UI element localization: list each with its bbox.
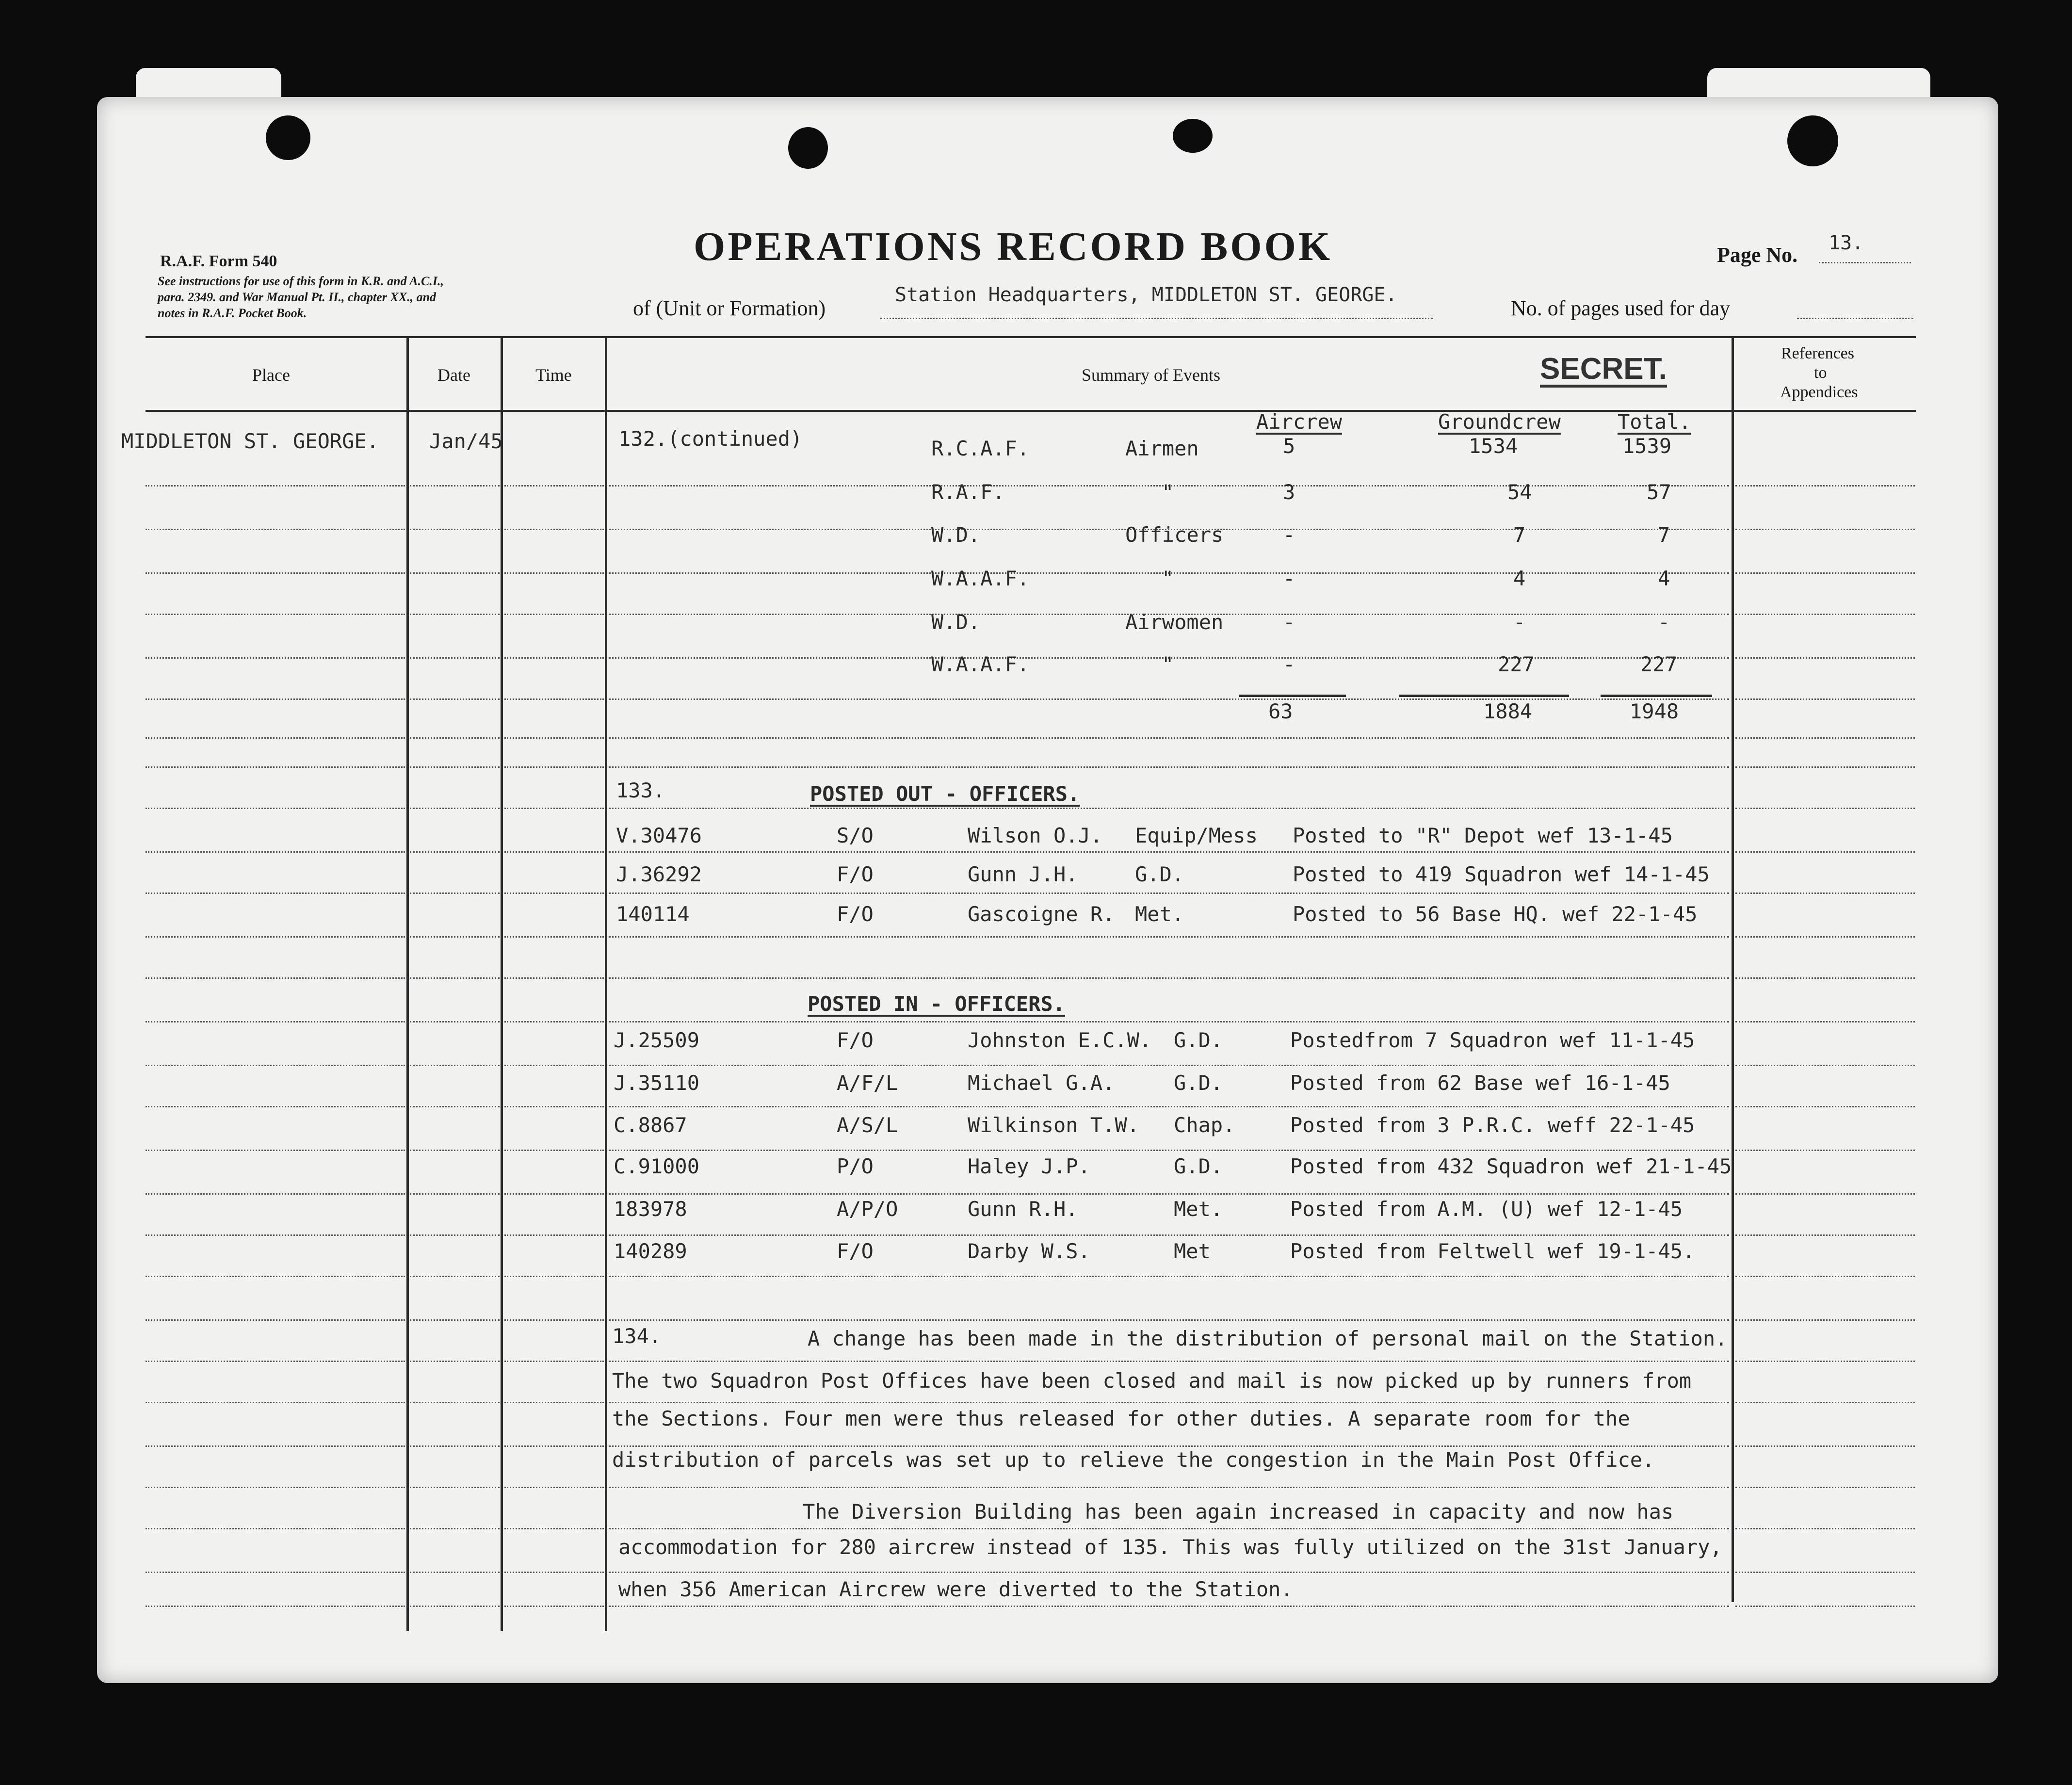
ruled-line [609, 1319, 1729, 1321]
ruled-line [504, 1150, 604, 1151]
ruled-line [146, 1319, 405, 1321]
entry-place: MIDDLETON ST. GEORGE. [121, 429, 379, 453]
ruled-line [146, 1065, 405, 1066]
strength-aircrew: - [1283, 652, 1295, 676]
ruled-line [146, 808, 405, 809]
page-no-label: Page No. [1717, 243, 1798, 267]
ruled-line [504, 851, 604, 853]
ruled-line [504, 1528, 604, 1529]
ruled-line [410, 1065, 500, 1066]
posted-in-note: Posted from 432 Squadron wef 21-1-45 [1290, 1154, 1732, 1178]
ruled-line [410, 1021, 500, 1022]
ruled-line [609, 1528, 1729, 1529]
unit-dotted-line [880, 318, 1433, 319]
ruled-line [609, 1445, 1729, 1447]
entry-date: Jan/45 [429, 429, 503, 453]
ruled-line [1735, 766, 1915, 768]
form-number: R.A.F. Form 540 [160, 252, 277, 270]
ruled-line [504, 1021, 604, 1022]
ruled-line [1735, 614, 1915, 615]
strength-service: R.C.A.F. [931, 437, 1030, 460]
ruled-line [146, 1445, 405, 1447]
ruled-line [504, 1276, 604, 1277]
posted-in-note: Posted from Feltwell wef 19-1-45. [1290, 1239, 1695, 1263]
posted-out-note: Posted to "R" Depot wef 13-1-45 [1293, 824, 1673, 847]
strength-service: R.A.F. [931, 480, 1005, 504]
ruled-line [504, 892, 604, 894]
ruled-line [410, 1402, 500, 1403]
strength-service: W.A.A.F. [931, 652, 1030, 676]
ruled-line [609, 766, 1729, 768]
posted-in-name: Haley J.P. [968, 1154, 1090, 1178]
ruled-line [410, 485, 500, 487]
posted-in-branch: Met. [1174, 1197, 1223, 1221]
pages-used-label: No. of pages used for day [1511, 296, 1731, 320]
ruled-line [146, 766, 405, 768]
posted-in-note: Posted from A.M. (U) wef 12-1-45 [1290, 1197, 1683, 1221]
ruled-line [609, 977, 1729, 979]
totals-rule-total [1601, 695, 1712, 697]
posted-in-heading: POSTED IN - OFFICERS. [808, 992, 1066, 1016]
ruled-line [410, 1445, 500, 1447]
ruled-line [609, 1572, 1729, 1573]
ruled-line [146, 1572, 405, 1573]
ruled-line [504, 1572, 604, 1573]
item-134-line-5: The Diversion Building has been again increased in capacity and now has [803, 1500, 1674, 1524]
total-total: 1948 [1630, 699, 1679, 723]
ruled-line [410, 1572, 500, 1573]
page-title: OPERATIONS RECORD BOOK [694, 224, 1333, 269]
ruled-line [410, 1361, 500, 1362]
ruled-line [1735, 1572, 1915, 1573]
form-instructions-3: notes in R.A.F. Pocket Book. [158, 306, 307, 320]
page-no-value: 13. [1829, 232, 1864, 254]
secret-stamp: SECRET. [1540, 353, 1667, 388]
ruled-line [146, 1150, 405, 1151]
ruled-line [1735, 529, 1915, 530]
ruled-line [146, 1487, 405, 1488]
strength-total: 4 [1658, 567, 1670, 590]
ruled-line [609, 1193, 1729, 1195]
posted-in-rank: F/O [837, 1028, 874, 1052]
posted-out-name: Wilson O.J. [968, 824, 1103, 847]
ruled-line [1735, 1361, 1915, 1362]
posted-in-branch: Chap. [1174, 1113, 1235, 1137]
strength-groundcrew: - [1513, 610, 1526, 634]
ruled-line [609, 1021, 1729, 1022]
ruled-line [609, 936, 1729, 938]
strength-header-aircrew: Aircrew [1256, 410, 1343, 434]
ruled-line [504, 936, 604, 938]
ruled-line [609, 808, 1729, 809]
posted-in-name: Johnston E.C.W. [968, 1028, 1152, 1052]
ruled-line [410, 1276, 500, 1277]
posted-in-rank: A/P/O [837, 1197, 898, 1221]
ruled-line [410, 1234, 500, 1236]
posted-in-rank: A/F/L [837, 1071, 898, 1095]
posted-out-rank: F/O [837, 862, 874, 886]
ruled-line [146, 485, 405, 487]
ruled-line [410, 1606, 500, 1607]
item-134-line-1: A change has been made in the distribution of personal mail on the Station. [808, 1327, 1728, 1350]
posted-out-name: Gunn J.H. [968, 862, 1078, 886]
ruled-line [1735, 698, 1915, 700]
ruled-line [504, 698, 604, 700]
ruled-line [410, 851, 500, 853]
posted-in-note: Posted from 62 Base wef 16-1-45 [1290, 1071, 1670, 1095]
ruled-line [504, 1606, 604, 1607]
ruled-line [410, 766, 500, 768]
ruled-line [1735, 737, 1915, 739]
posted-out-branch: Met. [1135, 902, 1184, 926]
ruled-line [1735, 1402, 1915, 1403]
ruled-line [1735, 936, 1915, 938]
punch-hole-middle [788, 127, 828, 169]
posted-in-branch: G.D. [1174, 1154, 1223, 1178]
total-groundcrew: 1884 [1483, 699, 1533, 723]
ruled-line [410, 698, 500, 700]
posted-out-heading: POSTED OUT - OFFICERS. [810, 782, 1080, 806]
col-divider-1 [406, 336, 409, 1631]
ruled-line [609, 1106, 1729, 1107]
table-top-rule [146, 336, 1916, 338]
item-134-line-2: The two Squadron Post Offices have been closed and mail is now picked up by runners from [612, 1369, 1692, 1393]
ruled-line [609, 1606, 1729, 1607]
strength-aircrew: - [1283, 610, 1295, 634]
item-134-label: 134. [612, 1324, 662, 1348]
strength-aircrew: - [1283, 567, 1295, 590]
ruled-line [504, 1065, 604, 1066]
strength-groundcrew: 54 [1507, 480, 1532, 504]
posted-out-name: Gascoigne R. [968, 902, 1115, 926]
strength-aircrew: - [1283, 523, 1295, 547]
strength-service: W.D. [931, 610, 981, 634]
posted-in-branch: G.D. [1174, 1028, 1223, 1052]
ruled-line [609, 1361, 1729, 1362]
ruled-line [410, 1150, 500, 1151]
ruled-line [1735, 977, 1915, 979]
ruled-line [1735, 1528, 1915, 1529]
ruled-line [410, 808, 500, 809]
ruled-line [1735, 1276, 1915, 1277]
item-134-line-6: accommodation for 280 aircrew instead of 135. This was fully utilized on the 31st January, [618, 1535, 1722, 1559]
ruled-line [410, 936, 500, 938]
ruled-line [146, 1528, 405, 1529]
posted-out-note: Posted to 56 Base HQ. wef 22-1-45 [1293, 902, 1698, 926]
totals-rule-aircrew [1239, 695, 1346, 697]
item-134-line-4: distribution of parcels was set up to relieve the congestion in the Main Post Office. [612, 1448, 1655, 1472]
ruled-line [504, 1445, 604, 1447]
strength-total: 57 [1647, 480, 1671, 504]
ruled-line [1735, 1065, 1915, 1066]
ruled-line [504, 1106, 604, 1107]
ruled-line [146, 1021, 405, 1022]
posted-out-branch: G.D. [1135, 862, 1184, 886]
ruled-line [146, 851, 405, 853]
ruled-line [146, 977, 405, 979]
ruled-line [609, 737, 1729, 739]
unit-label: of (Unit or Formation) [633, 296, 826, 320]
posted-in-number: 140289 [614, 1239, 687, 1263]
ruled-line [410, 1319, 500, 1321]
ruled-line [1735, 1234, 1915, 1236]
strength-aircrew: 3 [1283, 480, 1295, 504]
ruled-line [504, 572, 604, 574]
ruled-line [146, 1361, 405, 1362]
ruled-line [1735, 572, 1915, 574]
posted-in-branch: G.D. [1174, 1071, 1223, 1095]
posted-out-number: 140114 [616, 902, 690, 926]
ruled-line [504, 1487, 604, 1488]
total-aircrew: 63 [1268, 699, 1293, 723]
posted-in-branch: Met [1174, 1239, 1211, 1263]
form-instructions-2: para. 2349. and War Manual Pt. II., chapter XX., and [158, 290, 437, 304]
strength-groundcrew: 4 [1513, 567, 1526, 590]
ruled-line [146, 698, 405, 700]
posted-in-name: Michael G.A. [968, 1071, 1115, 1095]
ruled-line [1735, 1193, 1915, 1195]
posted-out-rank: S/O [837, 824, 874, 847]
posted-in-number: C.91000 [614, 1154, 700, 1178]
unit-value: Station Headquarters, MIDDLETON ST. GEORGE. [895, 284, 1397, 306]
strength-header-groundcrew: Groundcrew [1438, 410, 1561, 434]
ruled-line [609, 892, 1729, 894]
posted-in-note: Posted from 3 P.R.C. weff 22-1-45 [1290, 1113, 1695, 1137]
posted-in-number: J.25509 [614, 1028, 700, 1052]
ruled-line [146, 1402, 405, 1403]
strength-category: " [1162, 480, 1174, 504]
ruled-line [1735, 1445, 1915, 1447]
posted-in-name: Darby W.S. [968, 1239, 1090, 1263]
ruled-line [410, 977, 500, 979]
strength-category: Airwomen [1125, 610, 1224, 634]
ruled-line [504, 529, 604, 530]
strength-total: 7 [1658, 523, 1670, 547]
ruled-line [1735, 657, 1915, 659]
ruled-line [146, 737, 405, 739]
strength-groundcrew: 7 [1513, 523, 1526, 547]
ruled-line [504, 808, 604, 809]
strength-groundcrew: 227 [1498, 652, 1535, 676]
ruled-line [609, 698, 1729, 700]
posted-in-rank: F/O [837, 1239, 874, 1263]
punch-hole-right [1787, 115, 1838, 166]
strength-groundcrew: 1534 [1469, 434, 1518, 458]
col-divider-3 [605, 336, 607, 1631]
ruled-line [146, 1234, 405, 1236]
ruled-line [410, 529, 500, 530]
strength-category: " [1162, 567, 1174, 590]
ruled-line [504, 614, 604, 615]
ruled-line [146, 657, 405, 659]
ruled-line [410, 572, 500, 574]
strength-category: Officers [1125, 523, 1224, 547]
strength-total: 227 [1640, 652, 1677, 676]
ruled-line [410, 1193, 500, 1195]
punch-hole-left [266, 115, 310, 160]
ruled-line [410, 737, 500, 739]
strength-category: Airmen [1125, 437, 1199, 460]
col-header-references-2: to [1814, 364, 1827, 382]
ruled-line [609, 1487, 1729, 1488]
col-header-time: Time [535, 365, 572, 385]
ruled-line [146, 614, 405, 615]
ruled-line [410, 1106, 500, 1107]
ruled-line [504, 737, 604, 739]
strength-total: - [1658, 610, 1670, 634]
ruled-line [146, 1106, 405, 1107]
ruled-line [146, 1606, 405, 1607]
col-header-references-1: References [1781, 344, 1855, 362]
posted-out-number: J.36292 [616, 862, 702, 886]
ruled-line [1735, 1021, 1915, 1022]
strength-service: W.D. [931, 523, 981, 547]
posted-in-rank: A/S/L [837, 1113, 898, 1137]
ruled-line [146, 1193, 405, 1195]
ruled-line [504, 1402, 604, 1403]
item-133-label: 133. [616, 779, 665, 802]
posted-in-number: C.8867 [614, 1113, 687, 1137]
col-divider-4 [1732, 336, 1734, 1602]
ruled-line [146, 572, 405, 574]
strength-aircrew: 5 [1283, 434, 1295, 458]
col-header-date: Date [437, 365, 470, 385]
ruled-line [146, 529, 405, 530]
ruled-line [504, 485, 604, 487]
ruled-line [504, 1319, 604, 1321]
ruled-line [146, 936, 405, 938]
ruled-line [146, 1276, 405, 1277]
ruled-line [609, 1150, 1729, 1151]
col-divider-2 [501, 336, 503, 1631]
posted-out-number: V.30476 [616, 824, 702, 847]
ruled-line [1735, 1606, 1915, 1607]
ruled-line [1735, 485, 1915, 487]
posted-in-rank: P/O [837, 1154, 874, 1178]
ruled-line [410, 1528, 500, 1529]
item-134-line-7: when 356 American Aircrew were diverted to the Station. [618, 1577, 1293, 1601]
ruled-line [146, 892, 405, 894]
ruled-line [410, 1487, 500, 1488]
posted-in-note: Postedfrom 7 Squadron wef 11-1-45 [1290, 1028, 1695, 1052]
ruled-line [609, 1276, 1729, 1277]
posted-out-rank: F/O [837, 902, 874, 926]
ruled-line [1735, 808, 1915, 809]
posted-out-note: Posted to 419 Squadron wef 14-1-45 [1293, 862, 1710, 886]
pages-used-dotted-line [1797, 318, 1913, 319]
punch-hole-center [1173, 119, 1213, 153]
posted-in-name: Gunn R.H. [968, 1197, 1078, 1221]
posted-out-branch: Equip/Mess [1135, 824, 1258, 847]
posted-in-number: 183978 [614, 1197, 687, 1221]
ruled-line [504, 977, 604, 979]
item-134-line-3: the Sections. Four men were thus released for other duties. A separate room for the [612, 1407, 1630, 1430]
strength-header-total: Total. [1618, 410, 1691, 434]
ruled-line [1735, 892, 1915, 894]
ruled-line [410, 614, 500, 615]
strength-total: 1539 [1622, 434, 1672, 458]
ruled-line [504, 657, 604, 659]
strength-service: W.A.A.F. [931, 567, 1030, 590]
col-header-place: Place [252, 365, 290, 385]
ruled-line [609, 1234, 1729, 1236]
ruled-line [1735, 1150, 1915, 1151]
posted-in-name: Wilkinson T.W. [968, 1113, 1140, 1137]
ruled-line [1735, 1106, 1915, 1107]
totals-rule-groundcrew [1399, 695, 1569, 697]
ruled-line [1735, 1487, 1915, 1488]
page-no-dotted-line [1819, 262, 1911, 263]
ruled-line [609, 1065, 1729, 1066]
ruled-line [504, 1361, 604, 1362]
col-header-references-3: Appendices [1780, 383, 1858, 401]
ruled-line [410, 657, 500, 659]
ruled-line [1735, 851, 1915, 853]
col-header-summary: Summary of Events [1082, 365, 1220, 385]
item-132-label: 132.(continued) [618, 427, 803, 451]
form-instructions-1: See instructions for use of this form in K.R. and A.C.I., [158, 274, 444, 288]
ruled-line [1735, 1319, 1915, 1321]
ruled-line [504, 1234, 604, 1236]
strength-category: " [1162, 652, 1174, 676]
ruled-line [609, 851, 1729, 853]
ruled-line [504, 1193, 604, 1195]
ruled-line [410, 892, 500, 894]
ruled-line [609, 1402, 1729, 1403]
ruled-line [504, 766, 604, 768]
posted-in-number: J.35110 [614, 1071, 700, 1095]
